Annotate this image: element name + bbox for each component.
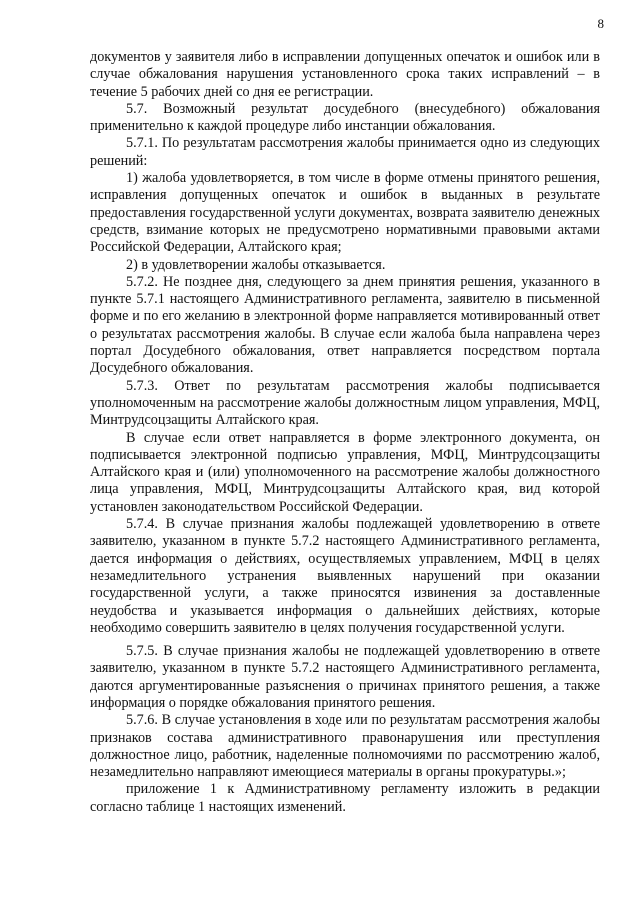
paragraph-5-7-2: 5.7.2. Не позднее дня, следующего за днем принятия решения, указанного в пункте 5.7.1 настоящего Административного регламента, заявителю в письменной форме и по его желанию в электронной форме направляется мотивированный ответ о результатах рассмотрения жалобы. В случае если жалоба была направлена через портал Досудебного обжалования, ответ направляется посредством портала Досудебного обжалования. — [90, 273, 600, 377]
paragraph-electronic-signature: В случае если ответ направляется в форме электронного документа, он подписывается электронной подписью управления, МФЦ, Минтрудсоцзащиты Алтайского края и (или) уполномоченного на рассмотрение жалобы должностного лица управления, МФЦ, Минтрудсоцзащиты Алтайского края, вид которой установлен законодательством Российской Федерации. — [90, 429, 600, 515]
list-item-2: 2) в удовлетворении жалобы отказывается. — [126, 256, 386, 273]
paragraph-appendix: приложение 1 к Административному регламенту изложить в редакции согласно таблице 1 настоящих изменений. — [90, 781, 600, 815]
paragraph-5-7-4: 5.7.4. В случае признания жалобы подлежащей удовлетворению в ответе заявителю, указанном в пункте 5.7.2 настоящего Административного регламента, дается информация о действиях, осуществляемых управлением, МФЦ в целях незамедлительного устранения выявленных нарушений при оказании государственной услуги, а также приносятся извинения за доставленные неудобства и указывается информация о дальнейших действиях, которые необходимо совершить заявителю в целях получения государственной услуги. — [90, 516, 600, 636]
list-item-1: 1) жалоба удовлетворяется, в том числе в форме отмены принятого решения, исправления допущенных опечаток и ошибок в выданных в результате предоставления государственной услуги документах, возврата заявителю денежных средств, взимание которых не предусмотрено нормативными правовыми актами Российской Федерации, Алтайского края; — [90, 170, 600, 256]
paragraph-5-7-5: 5.7.5. В случае признания жалобы не подлежащей удовлетворению в ответе заявителю, указанном в пункте 5.7.2 настоящего Административного регламента, даются аргументированные разъяснения о причинах принятого решения, а также информация о порядке обжалования принятого решения. — [90, 643, 600, 711]
paragraph-continuation: документов у заявителя либо в исправлении допущенных опечаток и ошибок или в случае обжалования нарушения установленного срока таких исправлений – в течение 5 рабочих дней со дня ее регистрации. — [90, 49, 600, 100]
paragraph-5-7-3: 5.7.3. Ответ по результатам рассмотрения жалобы подписывается уполномоченным на рассмотрение жалобы должностным лицом управления, МФЦ, Минтрудсоцзащиты Алтайского края. — [90, 377, 600, 429]
page-number: 8 — [597, 16, 604, 31]
document-body — [90, 49, 600, 816]
paragraph-5-7-6: 5.7.6. В случае установления в ходе или по результатам рассмотрения жалобы признаков состава административного правонарушения или преступления должностное лицо, работник, наделенные полномочиями по рассмотрению жалоб, незамедлительно направляют имеющиеся материалы в органы прокуратуры.»; — [90, 712, 600, 781]
paragraph-5-7-1: 5.7.1. По результатам рассмотрения жалобы принимается одно из следующих решений: — [90, 135, 600, 169]
paragraph-5-7: 5.7. Возможный результат досудебного (внесудебного) обжалования применительно к каждой процедуре либо инстанции обжалования. — [90, 100, 600, 135]
